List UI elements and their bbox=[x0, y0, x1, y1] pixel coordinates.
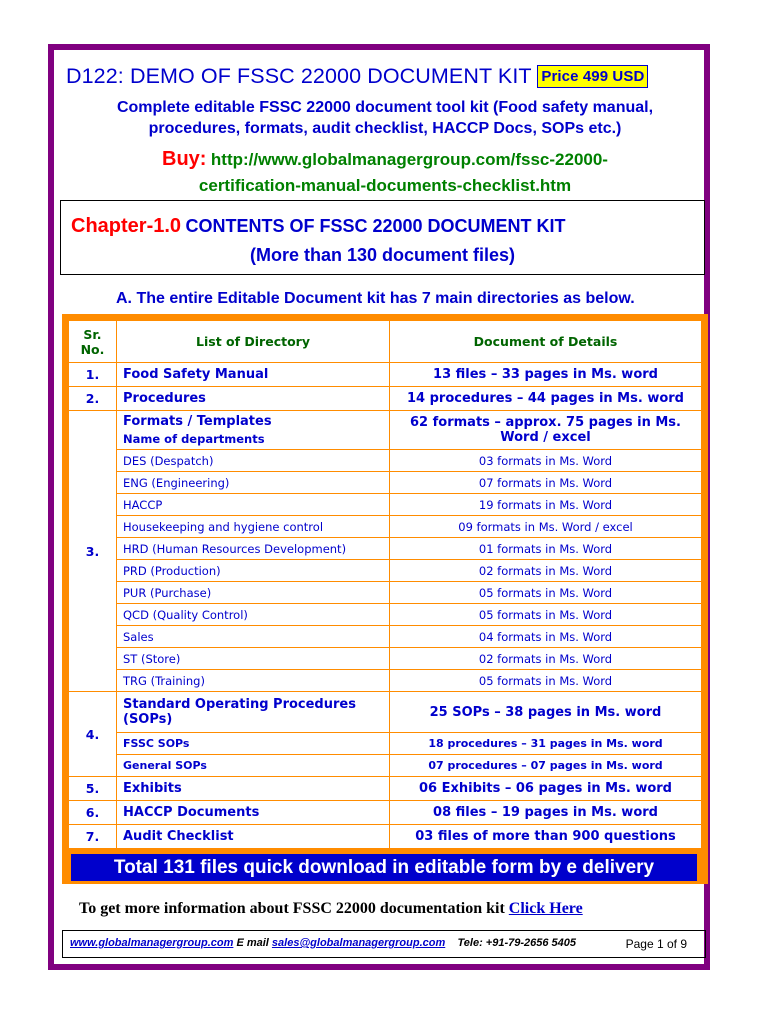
sop-cell: General SOPs bbox=[117, 755, 390, 777]
table-row bbox=[69, 411, 702, 450]
department-cell: PRD (Production) bbox=[117, 560, 390, 582]
header-list-of-directory: List of Directory bbox=[117, 321, 390, 363]
details-cell: 07 formats in Ms. Word bbox=[390, 472, 702, 494]
sr-cell: 4. bbox=[69, 692, 117, 777]
footer-email-link[interactable]: sales@globalmanagergroup.com bbox=[271, 937, 446, 949]
page-number: Page 1 of 9 bbox=[625, 937, 687, 951]
buy-section bbox=[60, 147, 710, 198]
table-row bbox=[69, 825, 702, 849]
directory-cell: Exhibits bbox=[117, 777, 390, 801]
chapter-note: (More than 130 document files) bbox=[249, 245, 516, 265]
details-cell: 04 formats in Ms. Word bbox=[390, 626, 702, 648]
details-cell: 62 formats – approx. 75 pages in Ms. Word / excel bbox=[390, 411, 702, 450]
sr-cell: 6. bbox=[69, 801, 117, 825]
department-cell: ST (Store) bbox=[117, 648, 390, 670]
directory-cell: Standard Operating Procedures (SOPs) bbox=[117, 692, 390, 733]
directory-label: Formats / Templates bbox=[123, 414, 272, 429]
table-row bbox=[69, 560, 702, 582]
details-cell: 19 formats in Ms. Word bbox=[390, 494, 702, 516]
footer-website-link[interactable]: www.globalmanagergroup.com bbox=[70, 937, 234, 949]
directory-sublabel: Name of departments bbox=[123, 432, 265, 446]
title-text: D122: DEMO OF FSSC 22000 DOCUMENT KIT bbox=[66, 64, 532, 88]
directory-cell: HACCP Documents bbox=[117, 801, 390, 825]
directory-cell: Procedures bbox=[117, 387, 390, 411]
page-footer bbox=[62, 930, 706, 958]
table-row bbox=[69, 494, 702, 516]
directory-table bbox=[68, 320, 702, 849]
directory-cell: Food Safety Manual bbox=[117, 363, 390, 387]
details-cell: 09 formats in Ms. Word / excel bbox=[390, 516, 702, 538]
table-header-row bbox=[69, 321, 702, 363]
more-info-line bbox=[79, 900, 583, 918]
sr-cell: 5. bbox=[69, 777, 117, 801]
subtitle-line-2: procedures, formats, audit checklist, HACCP Docs, SOPs etc.) bbox=[148, 120, 622, 137]
details-cell: 14 procedures – 44 pages in Ms. word bbox=[390, 387, 702, 411]
details-cell: 13 files – 33 pages in Ms. word bbox=[390, 363, 702, 387]
department-cell: PUR (Purchase) bbox=[117, 582, 390, 604]
table-row bbox=[69, 692, 702, 733]
total-files-banner: Total 131 files quick download in editable form by e delivery bbox=[71, 854, 697, 881]
department-cell: ENG (Engineering) bbox=[117, 472, 390, 494]
table-row bbox=[69, 755, 702, 777]
department-cell: DES (Despatch) bbox=[117, 450, 390, 472]
header-sr-no: Sr. No. bbox=[69, 321, 117, 363]
table-row bbox=[69, 626, 702, 648]
sr-cell: 3. bbox=[69, 411, 117, 692]
table-row bbox=[69, 777, 702, 801]
subtitle-line-1: Complete editable FSSC 22000 document tool kit (Food safety manual, bbox=[116, 99, 654, 116]
directory-cell: Audit Checklist bbox=[117, 825, 390, 849]
table-row bbox=[69, 472, 702, 494]
details-cell: 03 formats in Ms. Word bbox=[390, 450, 702, 472]
document-title bbox=[66, 64, 702, 89]
details-cell: 05 formats in Ms. Word bbox=[390, 604, 702, 626]
details-cell: 25 SOPs – 38 pages in Ms. word bbox=[390, 692, 702, 733]
table-row bbox=[69, 387, 702, 411]
table-row bbox=[69, 450, 702, 472]
sr-cell: 7. bbox=[69, 825, 117, 849]
table-row bbox=[69, 604, 702, 626]
department-cell: QCD (Quality Control) bbox=[117, 604, 390, 626]
click-here-link[interactable]: Click Here bbox=[508, 900, 583, 917]
buy-link-line-2[interactable]: certification-manual-documents-checklist.htm bbox=[198, 176, 572, 195]
chapter-box bbox=[60, 200, 705, 275]
sr-cell: 1. bbox=[69, 363, 117, 387]
details-cell: 18 procedures – 31 pages in Ms. word bbox=[390, 733, 702, 755]
subtitle bbox=[60, 97, 710, 139]
directory-table-frame bbox=[62, 314, 708, 884]
price-badge: Price 499 USD bbox=[537, 65, 648, 88]
table-row bbox=[69, 733, 702, 755]
details-cell: 02 formats in Ms. Word bbox=[390, 560, 702, 582]
details-cell: 06 Exhibits – 06 pages in Ms. word bbox=[390, 777, 702, 801]
department-cell: Sales bbox=[117, 626, 390, 648]
details-cell: 01 formats in Ms. Word bbox=[390, 538, 702, 560]
department-cell: HRD (Human Resources Development) bbox=[117, 538, 390, 560]
details-cell: 05 formats in Ms. Word bbox=[390, 582, 702, 604]
buy-label: Buy: bbox=[162, 148, 207, 170]
details-cell: 03 files of more than 900 questions bbox=[390, 825, 702, 849]
more-info-text: To get more information about FSSC 22000 documentation kit bbox=[79, 900, 505, 917]
details-cell: 05 formats in Ms. Word bbox=[390, 670, 702, 692]
details-cell: 07 procedures – 07 pages in Ms. word bbox=[390, 755, 702, 777]
sr-cell: 2. bbox=[69, 387, 117, 411]
department-cell: HACCP bbox=[117, 494, 390, 516]
table-row bbox=[69, 582, 702, 604]
chapter-title: CONTENTS OF FSSC 22000 DOCUMENT KIT bbox=[185, 216, 566, 236]
directory-cell bbox=[117, 411, 390, 450]
table-row bbox=[69, 801, 702, 825]
header-document-details: Document of Details bbox=[390, 321, 702, 363]
department-cell: Housekeeping and hygiene control bbox=[117, 516, 390, 538]
table-row bbox=[69, 516, 702, 538]
sop-cell: FSSC SOPs bbox=[117, 733, 390, 755]
table-row bbox=[69, 648, 702, 670]
buy-link-line-1[interactable]: http://www.globalmanagergroup.com/fssc-22000- bbox=[210, 150, 608, 169]
footer-email-label: E mail bbox=[236, 937, 269, 949]
intro-text: A. The entire Editable Document kit has 7 main directories as below. bbox=[116, 290, 635, 307]
chapter-number: Chapter-1.0 bbox=[71, 215, 182, 237]
table-row bbox=[69, 538, 702, 560]
details-cell: 02 formats in Ms. Word bbox=[390, 648, 702, 670]
footer-telephone: Tele: +91-79-2656 5405 bbox=[457, 937, 577, 949]
details-cell: 08 files – 19 pages in Ms. word bbox=[390, 801, 702, 825]
table-row bbox=[69, 363, 702, 387]
department-cell: TRG (Training) bbox=[117, 670, 390, 692]
table-row bbox=[69, 670, 702, 692]
